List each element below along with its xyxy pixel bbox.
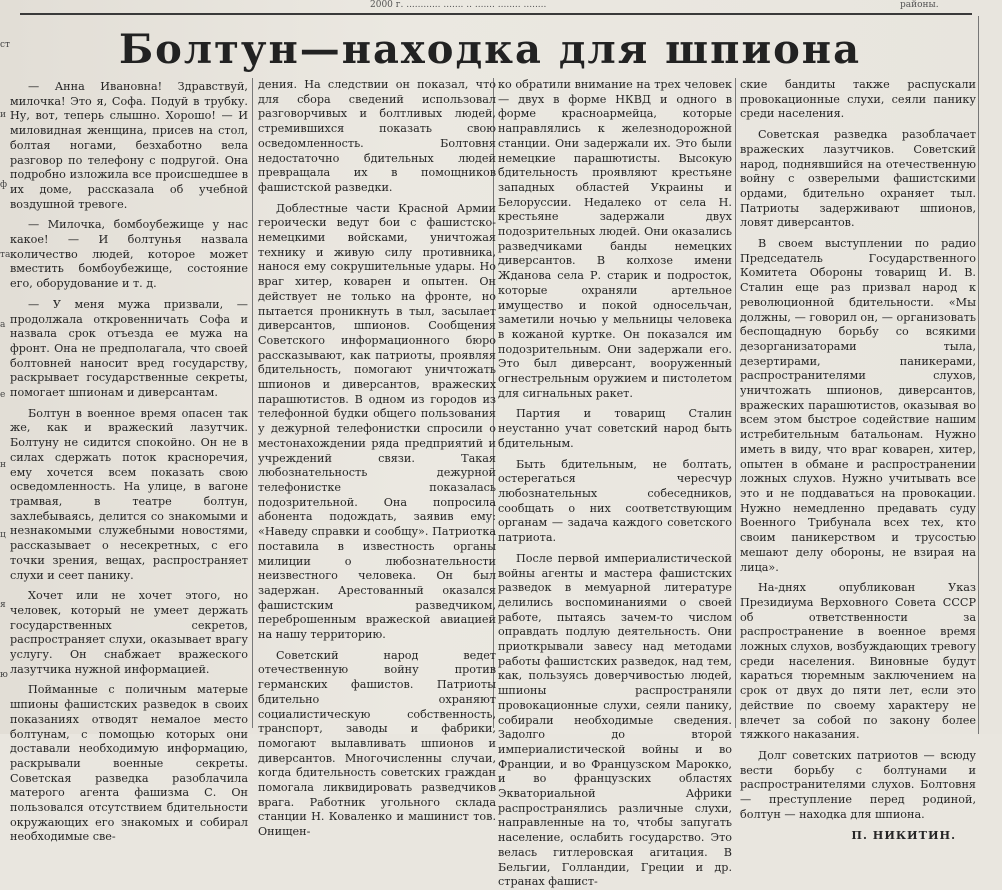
left-fragment: а xyxy=(0,320,6,330)
left-fragment: я xyxy=(0,600,6,610)
left-fragment: ц xyxy=(0,530,6,540)
paragraph: В своем выступлении по радио Председатель Государственного Комитета Обороны товарищ И. В. Сталин еще раз призвал народ к революционной бдительности. «Мы должны, — говорил он, — организовать беспощадную борьбу со всякими дезорганизаторами тыла, дезертирами, паникерами, распространителями слухов, уничтожать шпионов, диверсантов, вражеских парашютистов, оказывая во всем этом быстрое содействие нашим истребительным батальонам. Нужно иметь в виду, что враг коварен, хитер, опытен в обмане и распространении ложных слухов. Нужно учитывать все это и не поддаваться на провокации. Нужно немедленно предавать суду Военного Трибунала всех тех, кто своим паникерством и трусостью мешают делу обороны, не взирая на лица». xyxy=(740,237,976,574)
paragraph: Доблестные части Красной Армии героически ведут бои с фашистско-немецкими войсками, уничтожая технику и живую силу противника, нанося ему сокрушительные удары. Но враг хитер, коварен и опытен. Он действует не только на фронте, но пытается проникнуть в тыл, засылает диверсантов, шпионов. Сообщения Советского информационного бюро рассказывают, как патриоты, проявляя бдительность, помогают уничтожать шпионов и диверсантов, вражеских парашютистов. В одном из городов из телефонной будки общего пользования у дежурной телефонистки спросили о местонахождении ряда предприятий и учреждений связи. Такая любознательность дежурной телефонистке показалась подозрительной. Она попросила абонента подождать, заявив ему: «Наведу справки и сообщу». Патриотка поставила в известность органы милиции о любознательности неизвестного человека. Он был задержан. Арестованный оказался фашистским разведчиком, переброшенным вражеской авиацией на нашу территорию. xyxy=(258,201,496,642)
paragraph: — Анна Ивановна! Здравствуй, милочка! Это я, Софа. Подуй в трубку. Ну, вот, теперь слышно. Хорошо! — И миловидная женщина, присев на стол, болтая ногами, безхаботно вела разговор по телефону с подругой. Она подробно изложила все происшедшее в их доме, рассказала об учебной воздушной тревоге. xyxy=(10,80,248,211)
paragraph: Партия и товарищ Сталин неустанно учат советский народ быть бдительным. xyxy=(498,407,732,450)
paragraph: дения. На следствии он показал, что для сбора сведений использовал разговорчивых и болтливых людей, стремившихся показать свою осведомленность. Болтовня недостаточно бдительных людей превращала их в помощников фашистской разведки. xyxy=(258,78,496,194)
right-border-rule xyxy=(978,16,979,734)
article-headline: Болтун—находка для шпиона xyxy=(119,26,861,73)
column-4 xyxy=(740,78,976,843)
paragraph: Советский народ ведет отечественную войну против германских фашистов. Патриоты бдительно охраняют социалистическую собственность, транспорт, заводы и фабрики, помогают вылавливать шпионов и диверсантов. Многочисленны случаи, когда бдительность советских граждан помогала ликвидировать разведчиков врага. Работник угольного склада станции Н. Коваленко и машинист тов. Онищен- xyxy=(258,648,496,839)
paragraph: Хочет или не хочет этого, но человек, который не умеет держать государственных секретов, распространяет слухи, оказывает врагу услугу. Он снабжает вражеского лазутчика нужной информацией. xyxy=(10,589,248,676)
left-fragment: ф xyxy=(0,180,8,190)
top-rule xyxy=(20,13,972,15)
paragraph: Болтун в военное время опасен так же, как и вражеский лазутчик. Болтуну не сидится спокойно. Он не в силах сдержать поток красноречия, ему хочется всем показать свою осведомленность. На улице, в вагоне трамвая, в театре болтун, захлебываясь, делится со знакомыми и незнакомыми служебными новостями, рассказывает о несекретных, с его точки зрения, вещах, распространяет слухи и сеет панику. xyxy=(10,406,248,582)
paragraph: После первой империалистической войны агенты и мастера фашистских разведок в мемуарной литературе делились воспоминаниями о своей работе, пытаясь зачем-то числом оправдать подлую деятельность. Они приоткрывали завесу над методами работы фашистских разведок, над тем, как, пользуясь доверчивостью людей, шпионы распространяли провокационные слухи, сеяли панику, собирали необходимые сведения. Задолго до второй империалистической войны и во Франции, и во Французском Марокко, и во французских областях Экваториальной Африки распространялись различные слухи, направленные на то, чтобы запугать население, ослабить государство. Это велась гитлеровская агитация. В Бельгии, Голландии, Греции и др. странах фашист- xyxy=(498,551,732,889)
author-signature: П. НИКИТИН. xyxy=(851,828,956,843)
paragraph: Быть бдительным, не болтать, остерегаться чересчур любознательных собеседников, сообщать о них соответствующим органам — задача каждого советского патриота. xyxy=(498,457,732,545)
paragraph: — Милочка, бомбоубежище у нас какое! — И болтунья назвала количество людей, которое может вместить бомбоубежище, состояние его, оборудование и т. д. xyxy=(10,218,248,291)
paragraph: На-днях опубликован Указ Президиума Верховного Совета СССР об ответственности за распространение в военное время ложных слухов, возбуждающих тревогу среди населения. Виновные будут караться тюремным заключением на срок от двух до пяти лет, если это действие по своему характеру не влечет за собой по закону более тяжкого наказания. xyxy=(740,581,976,742)
paragraph: — У меня мужа призвали, — продолжала откровенничать Софа и назвала срок отъезда ее мужа на фронт. Она не предполагала, что своей болтовней наносит вред государству, раскрывает государственные секреты, помогает шпионам и диверсантам. xyxy=(10,297,248,400)
column-divider xyxy=(735,78,736,728)
left-fragment: е xyxy=(0,390,6,400)
column-divider xyxy=(252,78,253,728)
paragraph: Долг советских патриотов — всюду вести борьбу с болтунами и распространителями слухов. Болтовня — преступление перед родиной, болтун — находка для шпиона. xyxy=(740,748,976,821)
top-strip-left-text: 2000 г. ............ ....... .. ....... ........ ........ xyxy=(370,0,547,10)
paragraph: ские бандиты также распускали провокационные слухи, сеяли панику среди населения. xyxy=(740,78,976,121)
column-2 xyxy=(258,78,496,839)
left-edge-fragments xyxy=(0,0,11,734)
left-fragment: ст xyxy=(0,40,11,50)
top-strip-right-text: районы. xyxy=(900,0,939,10)
paragraph: Советская разведка разоблачает вражеских лазутчиков. Советский народ, поднявшийся на отечественную войну с озверелыми фашистскими ордами, бдительно охраняет тыл. Патриоты задерживают шпионов, ловят диверсантов. xyxy=(740,128,976,230)
left-fragment: и xyxy=(0,110,6,120)
paragraph: ко обратили внимание на трех человек — двух в форме НКВД и одного в форме красноармейца, которые направлялись к железнодорожной станции. Они задержали их. Это были немецкие парашютисты. Высокую бдительность проявляют крестьяне западных областей Украины и Белоруссии. Недалеко от села Н. крестьяне задержали двух подозрительных людей. Они оказались разведчиками банды немецких диверсантов. В колхозе имени Жданова села Р. старик и подросток, которые охраняли артельное имущество и покой односельчан, заметили ночью у мельницы человека в кожаной куртке. Он показался им подозрительным. Они задержали его. Это был диверсант, вооруженный огнестрельным оружием и пистолетом для сигнальных ракет. xyxy=(498,78,732,400)
left-fragment: та xyxy=(0,250,11,260)
column-3 xyxy=(498,78,732,889)
column-1 xyxy=(10,80,248,844)
paragraph: Пойманные с поличным матерые шпионы фашистских разведок в своих показаниях отводят немалое место болтунам, с помощью которых они доставали необходимую информацию, раскрывали военные секреты. Советская разведка разоблачила матерого агента фашизма С. Он пользовался отсутствием бдительности окружающих его знакомых и собирал необходимые све- xyxy=(10,683,248,844)
left-fragment: ю xyxy=(0,670,8,680)
left-fragment: н xyxy=(0,460,6,470)
